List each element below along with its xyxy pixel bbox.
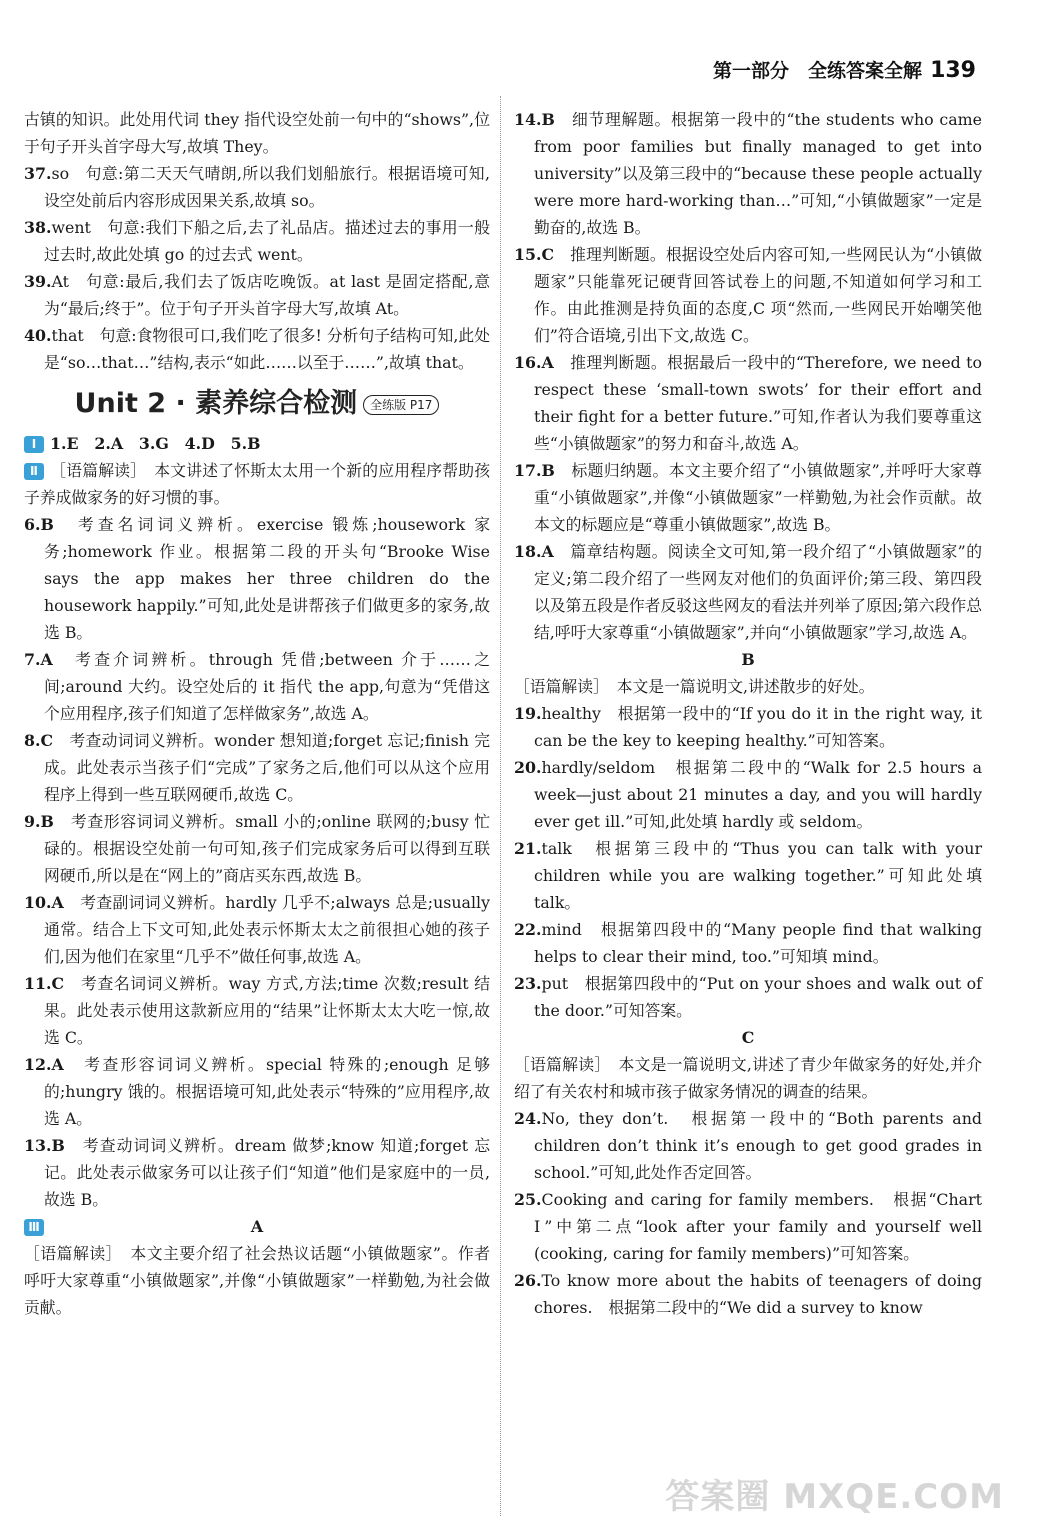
answer-number: 25. [514, 1190, 542, 1209]
answer-text: 考查形容词词义辨析。small 小的;online 联网的;busy 忙碌的。根据设空处前一句可知,孩子们完成家务后可以得到互联网硬币,所以是在“网上的”商店买东西,故选 B。 [44, 812, 490, 885]
section-3-header [24, 1213, 490, 1240]
unit-title-text: Unit 2 · 素养综合检测 [74, 388, 358, 419]
answer-item [24, 1132, 490, 1213]
answer-item [514, 349, 982, 457]
answer-text: that 句意:食物很可口,我们吃了很多! 分析句子结构可知,此处是“so…that…”结构,表示“如此……以至于……”,故填 that。 [44, 326, 490, 372]
answer-text: hardly/seldom 根据第二段中的“Walk for 2.5 hours a week—just about 21 minutes a day, and you will hardly ever get ill.”可知,此处填 hardly 或 seldom。 [534, 758, 982, 831]
answer-item [24, 889, 490, 970]
answer-item [514, 700, 982, 754]
answer-text: To know more about the habits of teenagers of doing chores. 根据第二段中的“We did a survey to know [534, 1271, 982, 1317]
answer-item [24, 214, 490, 268]
answer-number: 11.C [24, 974, 65, 993]
answer-item [514, 1105, 982, 1186]
book-label: 全练答案全解 [808, 60, 923, 82]
answer-item [24, 970, 490, 1051]
answer-text: healthy 根据第一段中的“If you do it in the right way, it can be the key to keeping healthy.”可知答案。 [534, 704, 982, 750]
answer-text: Cooking and caring for family members. 根据“Chart Ⅰ”中第二点“look after your family and yourself well (cooking, caring for family members)”可知答案。 [534, 1190, 982, 1263]
answer-item [514, 970, 982, 1024]
answer-item [24, 511, 490, 646]
answer-number: 39. [24, 272, 52, 291]
answer-item [514, 1186, 982, 1267]
answer-item [514, 1267, 982, 1321]
unit-title [24, 384, 490, 424]
left-column [24, 106, 490, 1321]
answer-text: put 根据第四段中的“Put on your shoes and walk out of the door.”可知答案。 [534, 974, 982, 1020]
answer-number: 9.B [24, 812, 54, 831]
answer-number: 7.A [24, 650, 53, 669]
answer-text: 细节理解题。根据第一段中的“the students who came from poor families but finally managed to get into university”以及第三段中的“because these people actually were more hard-working than…”可知,“小镇做题家”一定是勤奋的,故选 B。 [534, 110, 982, 237]
page-number: 139 [930, 58, 976, 83]
answer-text: mind 根据第四段中的“Many people find that walking helps to clear their mind, too.”可知填 mind。 [534, 920, 982, 966]
answer-number: 21. [514, 839, 542, 858]
answer-text: At 句意:最后,我们去了饭店吃晚饭。at last 是固定搭配,意为“最后;终于”。位于句子开头首字母大写,故填 At。 [44, 272, 490, 318]
answer-item [24, 160, 490, 214]
answer-item [24, 268, 490, 322]
watermark-logo: 答案圈 MXQE.COM [665, 1477, 1004, 1517]
answer-number: 13.B [24, 1136, 65, 1155]
answer-number: 26. [514, 1271, 542, 1290]
unit-tag: 全练版 P17 [363, 395, 439, 415]
answer-item [24, 646, 490, 727]
section-3-badge: Ⅲ [24, 1219, 44, 1236]
page-header [713, 56, 976, 83]
answer-number: 12.A [24, 1055, 64, 1074]
answer-text: 推理判断题。根据设空处后内容可知,一些网民认为“小镇做题家”只能靠死记硬背回答试卷上的问题,不知道如何学习和工作。由此推测是持负面的态度,C 项“然而,一些网民开始嘲笑他们”符合语境,引出下文,故选 C。 [534, 245, 982, 345]
answer-number: 24. [514, 1109, 542, 1128]
section-2-badge: Ⅱ [24, 463, 44, 480]
answer-text: 考查名词词义辨析。way 方式,方法;time 次数;result 结果。此处表示使用这款新应用的“结果”让怀斯太太大吃一惊,故选 C。 [44, 974, 490, 1047]
answer-text: 考查动词词义辨析。wonder 想知道;forget 忘记;finish 完成。此处表示当孩子们“完成”了家务之后,他们可以从这个应用程序上得到一些互联网硬币,故选 C。 [44, 731, 490, 804]
answer-number: 22. [514, 920, 542, 939]
answer-number: 38. [24, 218, 52, 237]
answer-text: 推理判断题。根据最后一段中的“Therefore, we need to respect these ‘small-town swots’ for their effort and their fight for a better future.”可知,作者认为我们要尊重这些“小镇做题家”的努力和奋斗,故选 A。 [534, 353, 982, 453]
passage-b-letter: B [741, 650, 755, 669]
answer-item [514, 241, 982, 349]
answer-text: so 句意:第二天天气晴朗,所以我们划船旅行。根据语境可知,设空处前后内容形成因果关系,故填 so。 [44, 164, 490, 210]
answer-text: 考查副词词义辨析。hardly 几乎不;always 总是;usually 通常。结合上下文可知,此处表示怀斯太太之前很担心她的孩子们,因为他们在家里“几乎不”做任何事,故选 A。 [44, 893, 490, 966]
answer-text: 考查介词辨析。through 凭借;between 介于……之间;around 大约。设空处后的 it 指代 the app,句意为“凭借这个应用程序,孩子们知道了怎样做家务”,故选 A。 [44, 650, 490, 723]
passage-c-intro: ［语篇解读］ 本文是一篇说明文,讲述了青少年做家务的好处,并介绍了有关农村和城市孩子做家务情况的调查的结果。 [514, 1055, 982, 1101]
answer-item [514, 916, 982, 970]
section-label: 第一部分 [713, 60, 790, 82]
answer-text: went 句意:我们下船之后,去了礼品店。描述过去的事用一般过去时,故此处填 go 的过去式 went。 [44, 218, 490, 264]
right-column [514, 106, 982, 1321]
answer-text: 篇章结构题。阅读全文可知,第一段介绍了“小镇做题家”的定义;第二段介绍了一些网友对他们的负面评价;第三段、第四段以及第五段是作者反驳这些网友的看法并列举了原因;第六段作总结,呼吁大家尊重“小镇做题家”,并向“小镇做题家”学习,故选 A。 [534, 542, 982, 642]
answer-number: 40. [24, 326, 52, 345]
answer-number: 16.A [514, 353, 554, 372]
answer-number: 15.C [514, 245, 555, 264]
answer-number: 14.B [514, 110, 555, 129]
answer-number: 8.C [24, 731, 54, 750]
section-3-letter: A [250, 1217, 264, 1236]
answer-text: 考查动词词义辨析。dream 做梦;know 知道;forget 忘记。此处表示做家务可以让孩子们“知道”他们是家庭中的一员,故选 B。 [44, 1136, 490, 1209]
answer-number: 10.A [24, 893, 64, 912]
answer-number: 20. [514, 758, 542, 777]
passage-c-letter: C [741, 1028, 755, 1047]
answer-item [514, 835, 982, 916]
section-1-answer-text: 1.E 2.A 3.G 4.D 5.B [50, 434, 261, 453]
section-1-badge: Ⅰ [24, 436, 44, 453]
answer-item [514, 538, 982, 646]
column-divider [500, 96, 501, 1516]
answer-text: talk 根据第三段中的“Thus you can talk with your children while you are walking together.”可知此处填 talk。 [534, 839, 982, 912]
answer-item [514, 457, 982, 538]
section-2-intro-text: ［语篇解读］ 本文讲述了怀斯太太用一个新的应用程序帮助孩子养成做家务的好习惯的事。 [24, 461, 490, 507]
answer-text: 考查名词词义辨析。exercise 锻炼;housework 家务;homework 作业。根据第二段的开头句“Brooke Wise says the app makes her three children do the housework happily.”可知,此处是讲帮孩子们做更多的家务,故选 B。 [44, 515, 490, 642]
answer-number: 17.B [514, 461, 555, 480]
section-3-intro: ［语篇解读］ 本文主要介绍了社会热议话题“小镇做题家”。作者呼吁大家尊重“小镇做题家”,并像“小镇做题家”一样勤勉,为社会做贡献。 [24, 1244, 490, 1317]
answer-text: 考查形容词词义辨析。special 特殊的;enough 足够的;hungry 饿的。根据语境可知,此处表示“特殊的”应用程序,故选 A。 [44, 1055, 490, 1128]
passage-b-intro: ［语篇解读］ 本文是一篇说明文,讲述散步的好处。 [514, 677, 875, 696]
continued-paragraph: 古镇的知识。此处用代词 they 指代设空处前一句中的“shows”,位于句子开头首字母大写,故填 They。 [24, 110, 490, 156]
answer-text: 标题归纳题。本文主要介绍了“小镇做题家”,并呼吁大家尊重“小镇做题家”,并像“小镇做题家”一样勤勉,为社会作贡献。故本文的标题应是“尊重小镇做题家”,故选 B。 [534, 461, 982, 534]
answer-item [514, 106, 982, 241]
answer-item [24, 1051, 490, 1132]
section-1-answers [24, 430, 490, 457]
answer-item [24, 808, 490, 889]
answer-item [24, 322, 490, 376]
answer-number: 23. [514, 974, 542, 993]
answer-item [514, 754, 982, 835]
answer-number: 19. [514, 704, 542, 723]
answer-item [24, 727, 490, 808]
answer-number: 6.B [24, 515, 54, 534]
answer-number: 18.A [514, 542, 554, 561]
answer-text: No, they don’t. 根据第一段中的“Both parents and children don’t think it’s enough to get good grades in school.”可知,此处作否定回答。 [534, 1109, 982, 1182]
section-2-intro [24, 457, 490, 511]
answer-number: 37. [24, 164, 52, 183]
